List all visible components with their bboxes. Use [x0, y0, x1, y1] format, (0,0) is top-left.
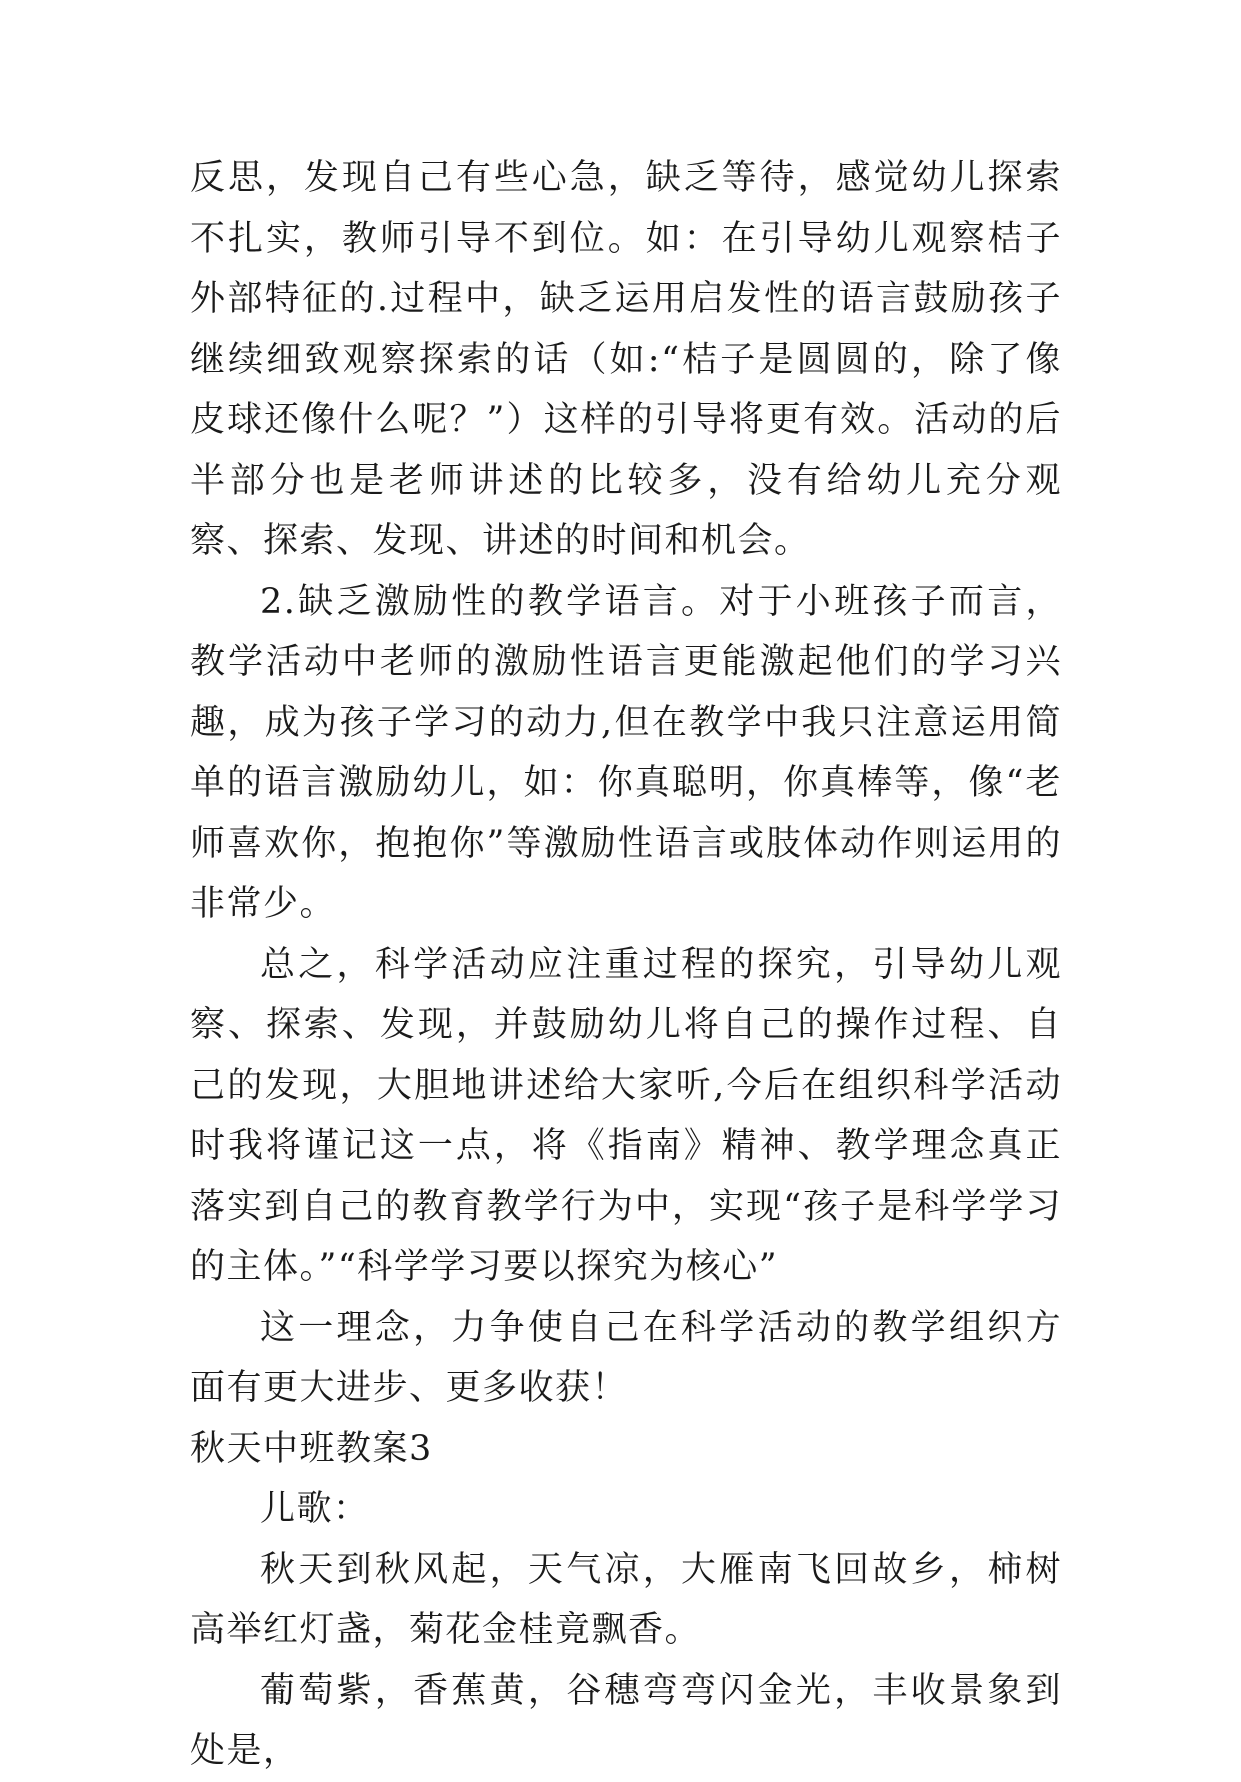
paragraph-summary: 总之，科学活动应注重过程的探究，引导幼儿观察、探索、发现，并鼓励幼儿将自己的操作过程、自己的发现，大胆地讲述给大家听,今后在组织科学活动时我将谨记这一点，将《指南》精神、教学理念真正落实到自己的教育教学行为中，实现“孩子是科学学习的主体。”“科学学习要以探究为核心” — [190, 944, 1062, 1287]
paragraph-reflection: 反思，发现自己有些心急，缺乏等待，感觉幼儿探索不扎实，教师引导不到位。如：在引导幼儿观察桔子外部特征的.过程中，缺乏运用启发性的语言鼓励孩子继续细致观察探索的话（如:“桔子是圆圆的，除了像皮球还像什么呢？”）这样的引导将更有效。活动的后半部分也是老师讲述的比较多，没有给幼儿充分观察、探索、发现、讲述的时间和机会。 — [190, 158, 1062, 561]
paragraph-goal: 这一理念，力争使自己在科学活动的教学组织方面有更大进步、更多收获！ — [190, 1307, 1062, 1408]
section-title: 秋天中班教案3 — [190, 1428, 433, 1469]
song-line-2: 葡萄紫，香蕉黄，谷穗弯弯闪金光，丰收景象到处是， — [190, 1670, 1062, 1771]
document-body — [190, 148, 1062, 1782]
song-line-1: 秋天到秋风起，天气凉，大雁南飞回故乡，柿树高举红灯盏，菊花金桂竟飘香。 — [190, 1549, 1062, 1650]
song-label: 儿歌： — [260, 1489, 370, 1529]
paragraph-point-2: 2.缺乏激励性的教学语言。对于小班孩子而言，教学活动中老师的激励性语言更能激起他们的学习兴趣，成为孩子学习的动力,但在教学中我只注意运用简单的语言激励幼儿，如：你真聪明，你真棒等，像“老师喜欢你，抱抱你”等激励性语言或肢体动作则运用的非常少。 — [190, 581, 1062, 924]
